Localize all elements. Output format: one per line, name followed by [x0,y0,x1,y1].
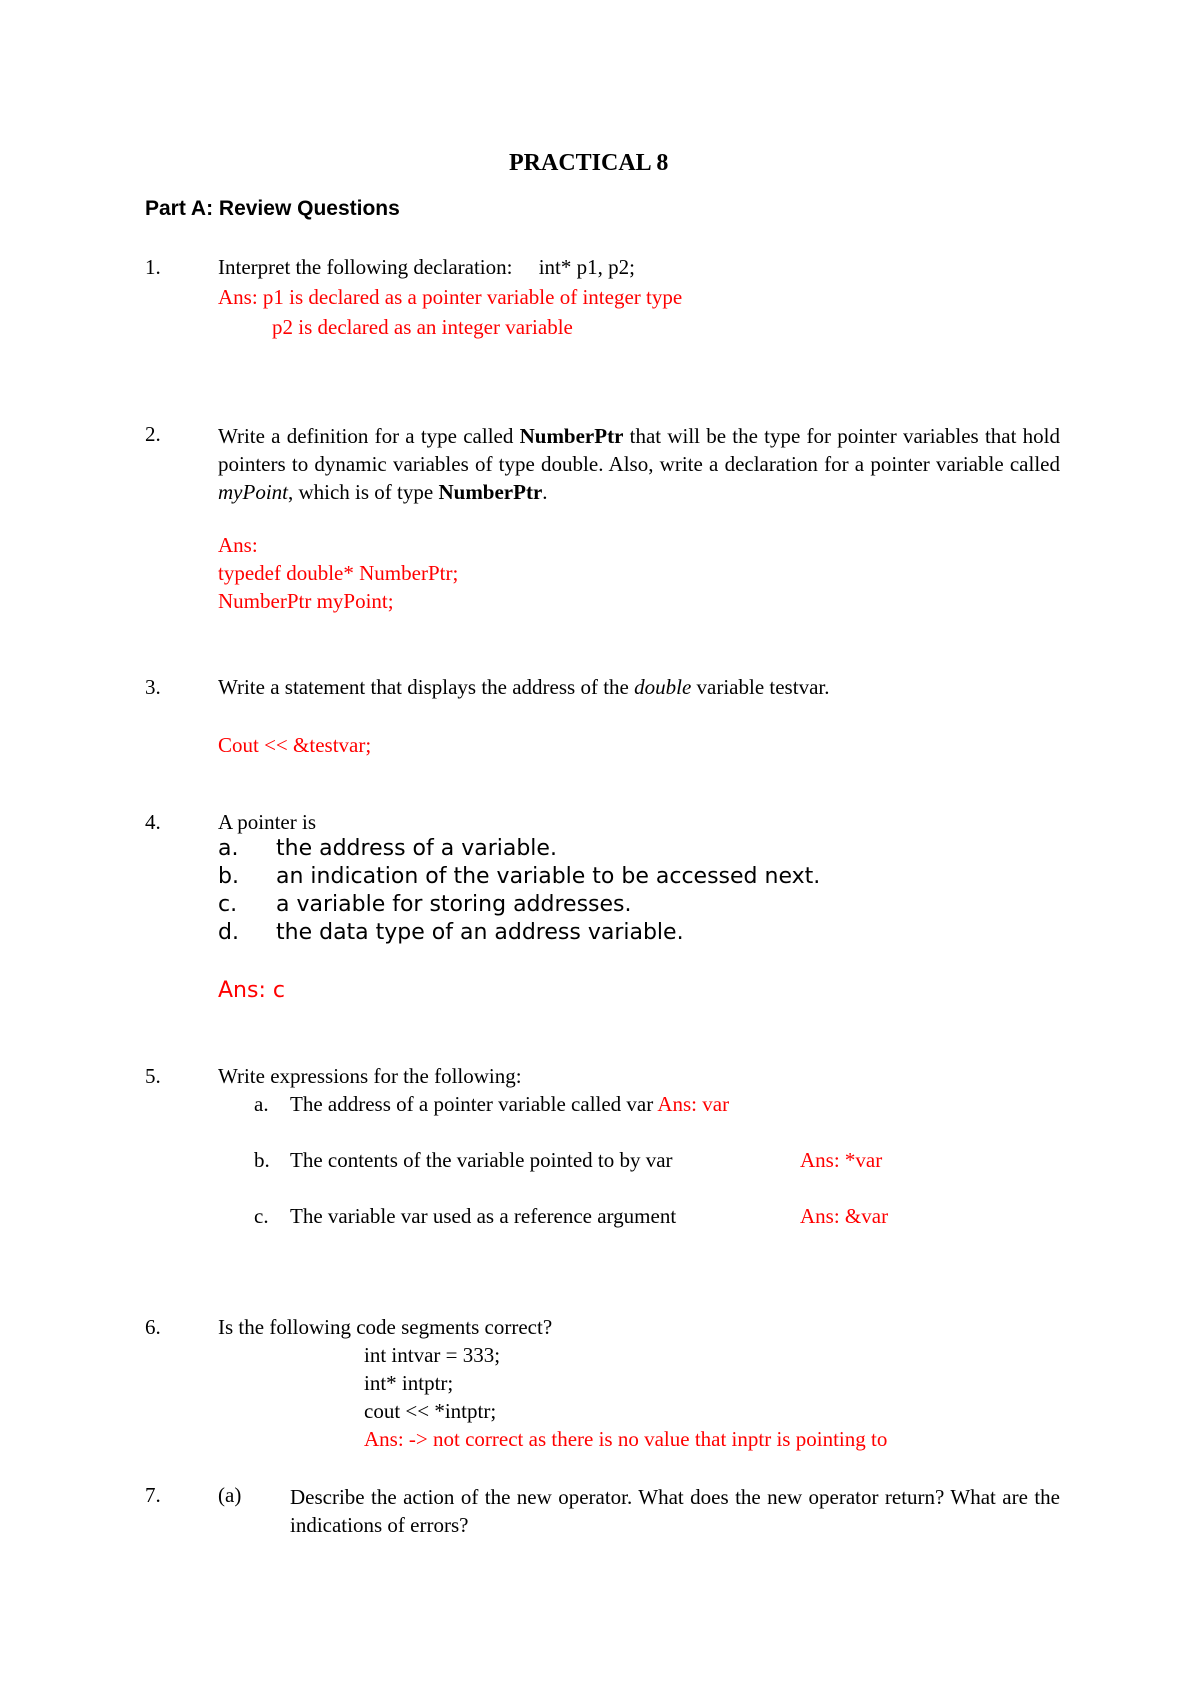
question-7-subpart: (a) [218,1483,242,1507]
question-5-number: 5. [145,1064,161,1088]
option-b-letter: b. [218,864,239,889]
question-1-number: 1. [145,255,161,279]
question-6-answer: Ans: -> not correct as there is no value that inptr is pointing to [364,1427,888,1451]
q2-type-name-2: NumberPtr [438,480,543,504]
q5-item-a-question: The address of a pointer variable called var [290,1092,654,1116]
option-c-text: a variable for storing addresses. [276,892,632,917]
q3-text-part-1: Write a statement that displays the address of the [218,675,635,699]
q2-text-part-3: , which is of type [287,480,439,504]
q5-item-b-text: The contents of the variable pointed to by var [290,1148,673,1172]
code-line-3: cout << *intptr; [364,1399,497,1423]
option-b-text: an indication of the variable to be accessed next. [276,864,821,889]
q5-item-a-text [290,1092,729,1117]
q5-item-c-text: The variable var used as a reference argument [290,1204,677,1228]
q3-type-word: double [634,675,692,699]
question-2-answer-label: Ans: [218,533,258,557]
question-4-number: 4. [145,810,161,834]
q5-item-c-letter: c. [254,1204,269,1228]
question-1-answer-line-2: p2 is declared as an integer variable [272,315,573,339]
q5-item-b-letter: b. [254,1148,270,1172]
question-7-text: Describe the action of the new operator. What does the new operator return? What are the indications of errors? [290,1485,1060,1537]
question-4-text: A pointer is [218,810,316,834]
option-d-text: the data type of an address variable. [276,920,684,945]
question-1-answer-line-1: Ans: p1 is declared as a pointer variable of integer type [218,285,683,309]
question-5-text: Write expressions for the following: [218,1064,522,1088]
q3-text-part-2: variable testvar. [691,675,830,699]
question-1-text: Interpret the following declaration: int* p1, p2; [218,255,635,279]
section-heading: Part A: Review Questions [145,197,400,220]
question-2-answer-line-2: NumberPtr myPoint; [218,589,394,613]
q2-text-part-1: Write a definition for a type called [218,424,520,448]
q2-type-name: NumberPtr [519,424,624,448]
q2-text-part-4: . [542,480,548,504]
question-4-answer: Ans: c [218,978,285,1003]
option-d-letter: d. [218,920,239,945]
question-7-number: 7. [145,1483,161,1507]
question-3-text [218,675,829,700]
q5-item-c-answer: Ans: &var [800,1204,889,1228]
q5-item-a-answer: Ans: var [657,1092,730,1116]
question-2-answer-line-1: typedef double* NumberPtr; [218,561,459,585]
q5-item-a-letter: a. [254,1092,269,1116]
code-line-1: int intvar = 333; [364,1343,501,1367]
option-c-letter: c. [218,892,238,917]
code-line-2: int* intptr; [364,1371,454,1395]
q5-item-b-answer: Ans: *var [800,1148,883,1172]
q2-text-part-2: that will be the type for pointer variables that hold pointers to dynamic variables of type double. Also, write a declaration for a pointer variable called [218,424,1061,476]
option-a-letter: a. [218,836,239,861]
q2-variable-name: myPoint [218,480,288,504]
question-3-number: 3. [145,675,161,699]
option-a-text: the address of a variable. [276,836,557,861]
question-6-text: Is the following code segments correct? [218,1315,553,1339]
question-2-text [218,422,1060,506]
question-3-answer: Cout << &testvar; [218,733,372,757]
question-2-number: 2. [145,422,161,446]
question-6-number: 6. [145,1315,161,1339]
page-title: PRACTICAL 8 [509,150,669,176]
